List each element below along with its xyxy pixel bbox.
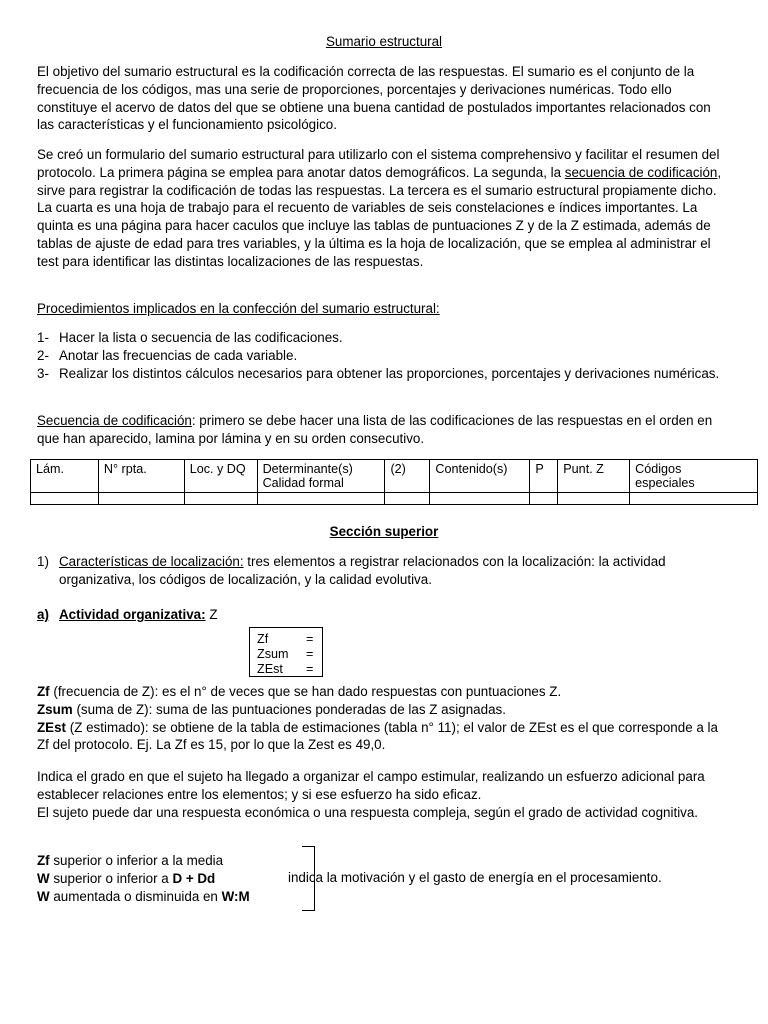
item-number: 1) [37,554,49,569]
item-suffix: Z [205,607,218,622]
table-header-cell: Determinante(s) Calidad formal [257,460,385,493]
section-title: Sección superior [329,524,439,539]
item-number: a) [37,607,49,622]
table-header-cell: Loc. y DQ [184,460,257,493]
list-number: 2- [37,347,49,363]
list-item [37,347,731,365]
localizacion-item [37,553,731,589]
list-item [37,329,731,347]
form-description-start: Se creó un formulario del sumario estructural para utilizarlo con el sistema comprehensivo y facilitar el resumen del protocolo. La primera página se emplea para anotar datos demográficos. La segunda, la [37,147,720,180]
actividad-organizativa-item [37,606,731,624]
item-label: Características de localización: [59,554,244,569]
table-header-cell: (2) [385,460,430,493]
table-header-cell: Contenido(s) [430,460,530,493]
coding-sequence-table [30,459,758,505]
list-item [37,365,731,383]
secuencia-label: Secuencia de codificación [37,413,192,428]
list-text: Realizar los distintos cálculos necesarios para obtener las proporciones, porcentajes y derivaciones numéricas. [59,365,720,381]
definition-zf: Zf (frecuencia de Z): es el n° de veces que se han dado respuestas con puntuaciones Z. [37,684,562,699]
table-header-cell: Punt. Z [558,460,630,493]
list-text: Anotar las frecuencias de cada variable. [59,347,298,363]
procedures-heading: Procedimientos implicados en la confección del sumario estructural: [37,301,440,316]
secuencia-text: : primero se debe hacer una lista de las codificaciones de las respuestas en el orden en que han aparecido, lamina por lámina y en su orden consecutivo. [37,413,713,446]
table-header-cell: Códigos especiales [630,460,758,493]
document-title: Sumario estructural [325,34,443,49]
form-description-end: , sirve para registrar la codificación de todas las respuestas. La tercera es el sumario estructural propiamente dicho. La cuarta es una hoja de trabajo para el recuento de variables de seis constelaciones e índices importantes. La quinta es una página para hacer caculos que incluye las tablas de puntuaciones Z y de la Z estimada, además de tablas de ajuste de edad para tres variables, y la última es la hoja de localización, que se emplea al administrar el test para identificar las distintas localizaciones de las respuestas. [37,164,722,269]
list-number: 1- [37,330,49,345]
table-header-row [31,460,758,493]
form-description-paragraph [37,146,731,271]
secuencia-paragraph [37,412,731,448]
procedures-list [37,329,731,382]
item-label: Actividad organizativa: [59,607,206,622]
definition-zsum: Zsum (suma de Z): suma de las puntuaciones ponderadas de las Z asignadas. [37,701,506,717]
z-values-box: Zf = Zsum = ZEst = [249,627,323,677]
intro-paragraph: El objetivo del sumario estructural es la codificación correcta de las respuestas. El sumario es el conjunto de la frecuencia de los códigos, mas una serie de proporciones, porcentajes y derivaciones numéricas. Todo ello constituye el acervo de datos del que se obtiene una buena cantidad de postulados importantes relacionados con las características y el funcionamiento psicológico. [37,64,711,133]
bracket-conditions: Zf superior o inferior a la media W superior o inferior a D + Dd W aumentada o disminuida en W:M [37,853,250,904]
item-text: tres elementos a registrar relacionados con la localización: la actividad organizativa, los códigos de localización, y la calidad evolutiva. [59,554,666,587]
definition-zest: ZEst (Z estimado): se obtiene de la tabla de estimaciones (tabla n° 11); el valor de ZEst es el que corresponde a la Zf del protocolo. Ej. La Zf es 15, por lo que la Zest es 49,0. [37,719,718,753]
list-text: Hacer la lista o secuencia de las codificaciones. [59,330,343,345]
list-number: 3- [37,365,49,381]
table-header-cell: P [530,460,558,493]
table-header-cell: N° rpta. [98,460,184,493]
z-label: ZEst [257,662,283,676]
table-header-cell: Lám. [31,460,99,493]
z-definitions [37,683,731,754]
table-row [31,493,758,505]
z-label: Zsum [257,647,289,661]
secuencia-link-text: secuencia de codificación [564,164,718,180]
z-label: Zf [257,632,269,646]
bracket-result-text: indica la motivación y el gasto de energía en el procesamiento. [288,870,662,885]
organization-paragraph: Indica el grado en que el sujeto ha llegado a organizar el campo estimular, realizando un esfuerzo adicional para establecer relaciones entre los elementos; y si ese esfuerzo ha sido eficaz. El sujeto puede dar una respuesta económica o una respuesta compleja, según el grado de actividad cognitiva. [37,769,705,820]
